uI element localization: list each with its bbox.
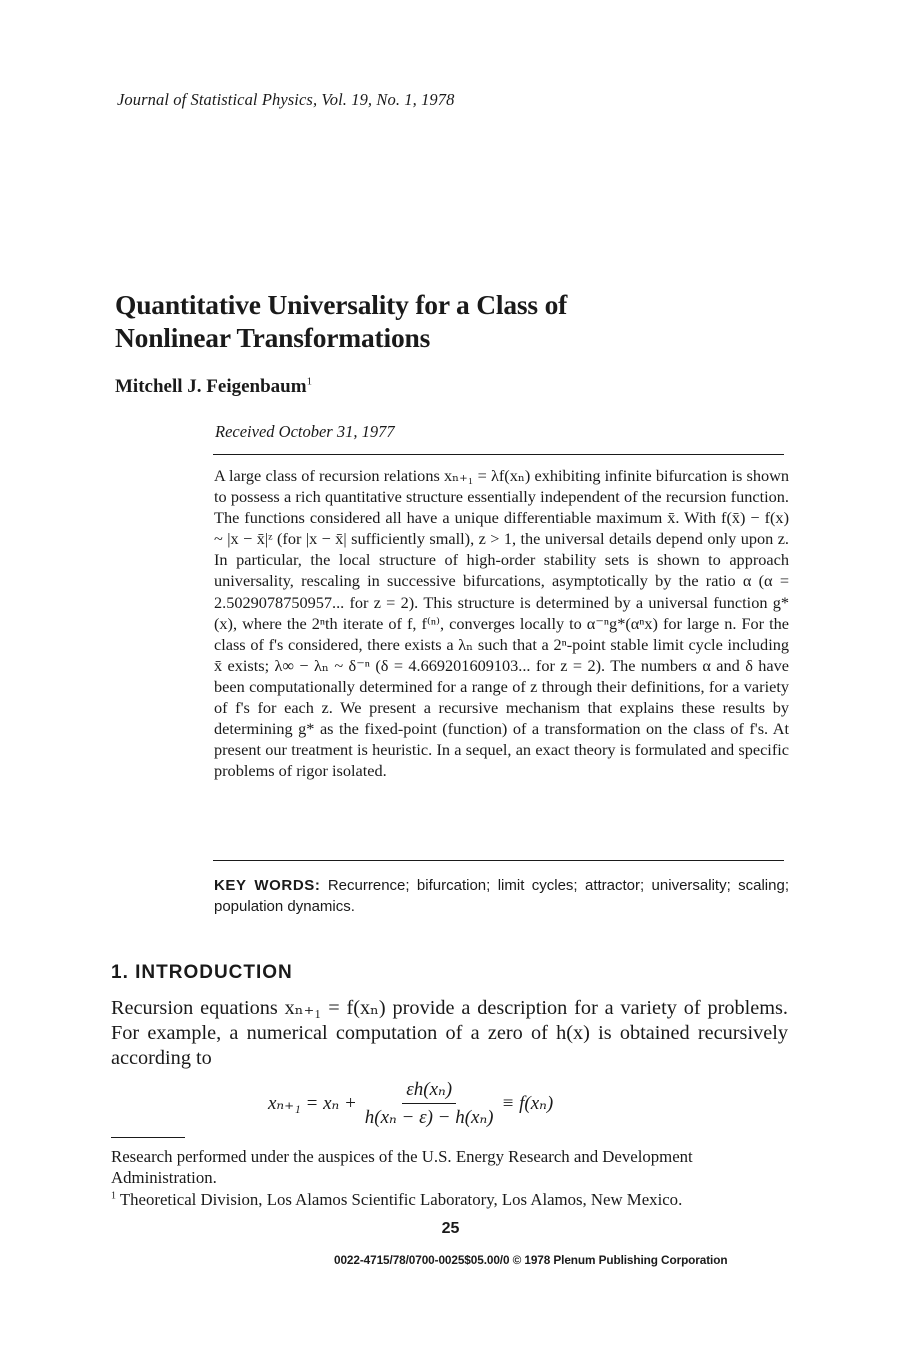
equation-denominator: h(xₙ − ε) − h(xₙ) <box>364 1107 494 1128</box>
section-heading: 1. INTRODUCTION <box>111 962 293 983</box>
keywords <box>214 875 789 917</box>
title-line-1: Quantitative Universality for a Class of <box>115 289 568 320</box>
copyright-line: 0022-4715/78/0700-0025$05.00/0 © 1978 Plenum Publishing Corporation <box>334 1253 728 1267</box>
author <box>115 376 312 398</box>
journal-header: Journal of Statistical Physics, Vol. 19, No. 1, 1978 <box>117 90 455 109</box>
equation-rhs: ≡ f(xₙ) <box>501 1093 554 1114</box>
equation-lhs: xₙ₊₁ = xₙ + <box>268 1093 357 1114</box>
author-footnote-mark: 1 <box>306 375 313 388</box>
abstract-text: A large class of recursion relations xₙ₊₁ = λf(xₙ) exhibiting infinite bifurcation is shown to possess a rich quantitative structure essentially independent of the recursion function. The functions considered all have a unique differentiable maximum x̄. With f(x̄) − f(x) ~ |x − x̄|ᶻ (for |x − x̄| sufficiently small), z > 1, the universal details depend only upon z. In particular, the local structure of high-order stability sets is shown to approach universality, rescaling in successive bifurcations, asymptotically by the ratio α (α = 2.5029078750957... for z = 2). This structure is determined by a universal function g*(x), where the 2ⁿth iterate of f, f⁽ⁿ⁾, converges locally to α⁻ⁿg*(αⁿx) for large n. For the class of f's considered, there exists a λₙ such that a 2ⁿ-point stable limit cycle including x̄ exists; λ∞ − λₙ ~ δ⁻ⁿ (δ = 4.669201609103... for z = 2). The numbers α and δ have been computationally determined for a range of z through their definitions, for a variety of f's for each z. We present a recursive mechanism that explains these results by determining g* as the fixed-point (function) of a transformation on the class of f's. At present our treatment is heuristic. In a sequel, an exact theory is formulated and specific problems of rigor isolated. <box>214 466 789 781</box>
abstract-bottom-rule <box>213 860 784 861</box>
article-title <box>115 288 567 354</box>
keywords-label: KEY WORDS: <box>214 877 321 894</box>
affiliation-footnote <box>111 1189 791 1210</box>
abstract-top-rule <box>213 454 784 455</box>
keywords-text: Recurrence; bifurcation; limit cycles; attractor; universality; scaling; population dynamics. <box>214 877 789 915</box>
page-number: 25 <box>441 1220 460 1237</box>
affiliation-footnote-mark: 1 <box>111 1190 116 1202</box>
received-date: Received October 31, 1977 <box>215 422 395 441</box>
display-equation <box>268 1078 553 1129</box>
intro-paragraph: Recursion equations xₙ₊₁ = f(xₙ) provide a description for a variety of problems. For example, a numerical computation of a zero of h(x) is obtained recursively according to <box>111 997 788 1069</box>
funding-footnote: Research performed under the auspices of the U.S. Energy Research and Development Administration. <box>111 1147 693 1187</box>
author-name: Mitchell J. Feigenbaum <box>115 376 307 397</box>
affiliation-text: Theoretical Division, Los Alamos Scientific Laboratory, Los Alamos, New Mexico. <box>119 1190 683 1209</box>
footnote-rule <box>111 1137 185 1138</box>
title-line-2: Nonlinear Transformations <box>115 322 431 353</box>
equation-fraction <box>365 1078 494 1129</box>
equation-numerator: εh(xₙ) <box>402 1078 456 1104</box>
